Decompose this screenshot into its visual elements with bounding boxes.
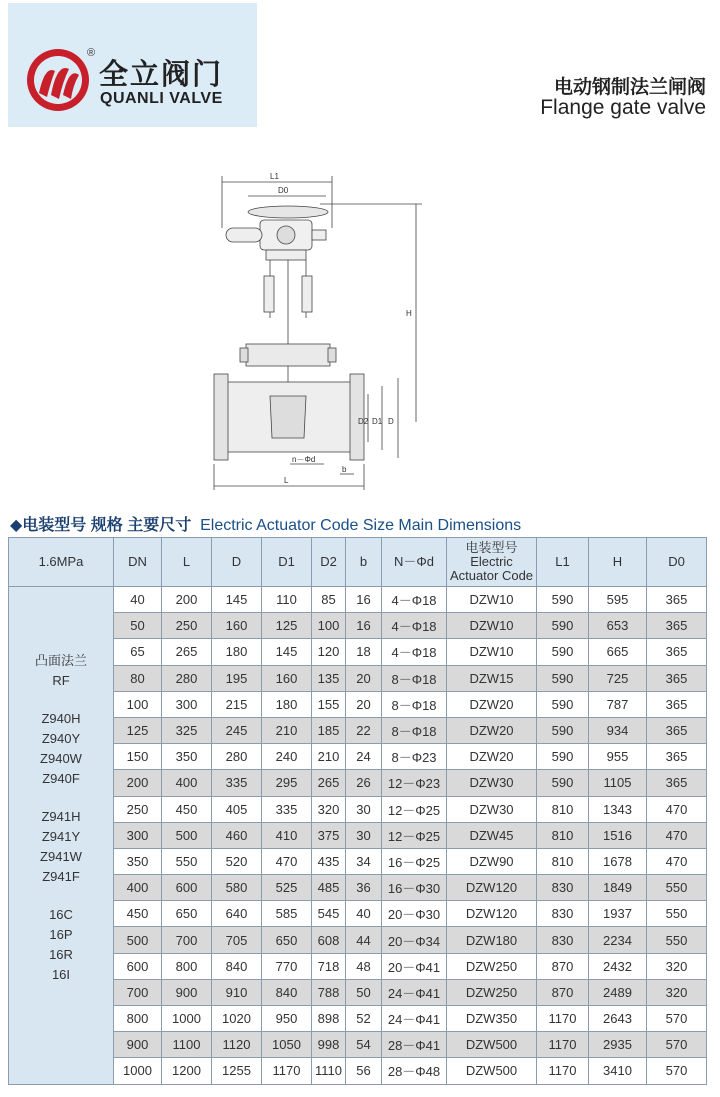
cell-d1: 1170 [262, 1058, 312, 1084]
header-pressure: 1.6MPa [9, 538, 114, 587]
cell-d2: 85 [312, 587, 346, 613]
cell-d1: 950 [262, 1006, 312, 1032]
cell-d2: 100 [312, 613, 346, 639]
cell-dn: 125 [114, 717, 162, 743]
cell-l: 1000 [162, 1006, 212, 1032]
dim-label-d1: D1 [372, 417, 383, 426]
cell-h: 1516 [589, 822, 647, 848]
table-row [9, 613, 707, 639]
cell-h: 955 [589, 744, 647, 770]
material-code: 16I [51, 967, 71, 982]
cell-dn: 50 [114, 613, 162, 639]
model-code: Z940F [42, 771, 80, 786]
cell-code: DZW10 [447, 639, 537, 665]
cell-b: 30 [346, 796, 382, 822]
cell-nd: 4－Φ18 [382, 639, 447, 665]
cell-nd: 8－Φ23 [382, 744, 447, 770]
cell-d: 910 [212, 979, 262, 1005]
cell-d0: 570 [647, 1032, 707, 1058]
cell-d0: 470 [647, 796, 707, 822]
cell-code: DZW10 [447, 613, 537, 639]
table-row [9, 1006, 707, 1032]
table-row [9, 587, 707, 613]
table-row [9, 691, 707, 717]
cell-d1: 525 [262, 875, 312, 901]
product-title-en: Flange gate valve [540, 96, 706, 119]
cell-b: 36 [346, 875, 382, 901]
cell-code: DZW45 [447, 822, 537, 848]
valve-drawing [200, 168, 440, 498]
dim-label-l1: L1 [270, 172, 279, 181]
cell-code: DZW500 [447, 1032, 537, 1058]
table-row [9, 848, 707, 874]
cell-d1: 240 [262, 744, 312, 770]
dimensions-table [8, 537, 707, 1085]
table-row [9, 822, 707, 848]
cell-dn: 900 [114, 1032, 162, 1058]
cell-nd: 24－Φ41 [382, 1006, 447, 1032]
cell-l: 500 [162, 822, 212, 848]
cell-b: 16 [346, 613, 382, 639]
cell-l: 200 [162, 587, 212, 613]
cell-d1: 410 [262, 822, 312, 848]
product-title-cn: 电动钢制法兰闸阀 [553, 77, 706, 98]
cell-d0: 470 [647, 822, 707, 848]
cell-l1: 870 [537, 953, 589, 979]
model-group-cell [9, 587, 114, 1085]
cell-d0: 365 [647, 639, 707, 665]
cell-d1: 585 [262, 901, 312, 927]
dim-label-d2: D2 [358, 417, 369, 426]
model-code: Z941Y [41, 829, 81, 844]
cell-code: DZW20 [447, 717, 537, 743]
cell-l1: 590 [537, 639, 589, 665]
cell-d: 840 [212, 953, 262, 979]
cell-b: 18 [346, 639, 382, 665]
cell-l1: 830 [537, 927, 589, 953]
cell-l: 280 [162, 665, 212, 691]
cell-code: DZW250 [447, 979, 537, 1005]
model-code: Z940W [40, 751, 82, 766]
cell-l1: 810 [537, 796, 589, 822]
cell-nd: 16－Φ30 [382, 875, 447, 901]
face-type-cn: 凸面法兰 [34, 653, 87, 668]
dim-label-d: D [388, 417, 394, 426]
cell-b: 34 [346, 848, 382, 874]
material-code: 16R [49, 947, 73, 962]
table-row [9, 1058, 707, 1084]
model-code: Z941H [41, 809, 81, 824]
cell-d1: 180 [262, 691, 312, 717]
cell-nd: 12－Φ25 [382, 822, 447, 848]
cell-d0: 365 [647, 613, 707, 639]
cell-d: 1020 [212, 1006, 262, 1032]
cell-l1: 590 [537, 613, 589, 639]
cell-h: 2489 [589, 979, 647, 1005]
header-b: b [346, 538, 382, 587]
cell-h: 3410 [589, 1058, 647, 1084]
cell-l: 265 [162, 639, 212, 665]
cell-code: DZW250 [447, 953, 537, 979]
cell-code: DZW180 [447, 927, 537, 953]
section-title-en: Electric Actuator Code Size Main Dimensions [200, 517, 522, 534]
cell-d2: 608 [312, 927, 346, 953]
cell-d1: 145 [262, 639, 312, 665]
cell-h: 665 [589, 639, 647, 665]
brand-name-en: QUANLI VALVE [100, 90, 223, 107]
cell-h: 2432 [589, 953, 647, 979]
cell-b: 30 [346, 822, 382, 848]
cell-d0: 365 [647, 744, 707, 770]
cell-l1: 1170 [537, 1032, 589, 1058]
cell-d0: 320 [647, 979, 707, 1005]
cell-code: DZW500 [447, 1058, 537, 1084]
cell-b: 56 [346, 1058, 382, 1084]
header-h: H [589, 538, 647, 587]
cell-b: 22 [346, 717, 382, 743]
cell-d0: 365 [647, 665, 707, 691]
cell-l: 325 [162, 717, 212, 743]
cell-h: 2234 [589, 927, 647, 953]
cell-l1: 590 [537, 717, 589, 743]
cell-d0: 365 [647, 717, 707, 743]
cell-d0: 365 [647, 770, 707, 796]
cell-d1: 210 [262, 717, 312, 743]
cell-b: 16 [346, 587, 382, 613]
cell-d1: 770 [262, 953, 312, 979]
cell-l: 650 [162, 901, 212, 927]
cell-d1: 1050 [262, 1032, 312, 1058]
cell-b: 20 [346, 665, 382, 691]
cell-d2: 485 [312, 875, 346, 901]
cell-code: DZW120 [447, 875, 537, 901]
cell-code: DZW10 [447, 587, 537, 613]
cell-d2: 320 [312, 796, 346, 822]
cell-l: 550 [162, 848, 212, 874]
cell-d: 145 [212, 587, 262, 613]
header-l: L [162, 538, 212, 587]
cell-d2: 120 [312, 639, 346, 665]
header-nd: N－Φd [382, 538, 447, 587]
cell-nd: 12－Φ25 [382, 796, 447, 822]
table-row [9, 901, 707, 927]
model-code: Z940H [41, 711, 81, 726]
cell-nd: 20－Φ30 [382, 901, 447, 927]
registered-mark: ® [87, 47, 96, 59]
cell-nd: 28－Φ41 [382, 1032, 447, 1058]
cell-l: 1100 [162, 1032, 212, 1058]
cell-d1: 125 [262, 613, 312, 639]
cell-nd: 20－Φ41 [382, 953, 447, 979]
cell-nd: 28－Φ48 [382, 1058, 447, 1084]
cell-d0: 570 [647, 1058, 707, 1084]
table-row [9, 979, 707, 1005]
model-code: Z941W [40, 849, 82, 864]
cell-code: DZW120 [447, 901, 537, 927]
cell-d: 245 [212, 717, 262, 743]
cell-l: 450 [162, 796, 212, 822]
cell-l1: 590 [537, 587, 589, 613]
cell-l: 350 [162, 744, 212, 770]
cell-d1: 335 [262, 796, 312, 822]
cell-b: 26 [346, 770, 382, 796]
face-type-en: RF [52, 673, 70, 688]
table-row [9, 639, 707, 665]
cell-d0: 550 [647, 901, 707, 927]
cell-nd: 12－Φ23 [382, 770, 447, 796]
cell-d: 520 [212, 848, 262, 874]
cell-nd: 8－Φ18 [382, 691, 447, 717]
cell-code: DZW20 [447, 691, 537, 717]
cell-dn: 1000 [114, 1058, 162, 1084]
cell-dn: 150 [114, 744, 162, 770]
header-l1: L1 [537, 538, 589, 587]
header-d: D [212, 538, 262, 587]
cell-l1: 1170 [537, 1058, 589, 1084]
cell-d1: 840 [262, 979, 312, 1005]
cell-dn: 450 [114, 901, 162, 927]
header-d2: D2 [312, 538, 346, 587]
cell-b: 54 [346, 1032, 382, 1058]
cell-dn: 300 [114, 822, 162, 848]
table-row [9, 796, 707, 822]
header-d1: D1 [262, 538, 312, 587]
cell-code: DZW20 [447, 744, 537, 770]
cell-l1: 870 [537, 979, 589, 1005]
cell-nd: 4－Φ18 [382, 613, 447, 639]
cell-h: 1105 [589, 770, 647, 796]
cell-l1: 1170 [537, 1006, 589, 1032]
brand-name-cn: 全立阀门 [99, 59, 224, 91]
cell-dn: 65 [114, 639, 162, 665]
table-row [9, 744, 707, 770]
cell-d: 180 [212, 639, 262, 665]
cell-h: 934 [589, 717, 647, 743]
cell-l1: 810 [537, 822, 589, 848]
cell-h: 2935 [589, 1032, 647, 1058]
cell-l: 900 [162, 979, 212, 1005]
cell-d: 280 [212, 744, 262, 770]
cell-l1: 830 [537, 901, 589, 927]
dim-label-b: b [342, 465, 347, 474]
cell-h: 653 [589, 613, 647, 639]
cell-d: 215 [212, 691, 262, 717]
cell-code: DZW15 [447, 665, 537, 691]
cell-d2: 210 [312, 744, 346, 770]
dim-label-d0: D0 [278, 186, 289, 195]
table-row [9, 927, 707, 953]
table-row [9, 717, 707, 743]
cell-code: DZW30 [447, 770, 537, 796]
cell-b: 24 [346, 744, 382, 770]
cell-dn: 80 [114, 665, 162, 691]
table-row [9, 665, 707, 691]
table-row [9, 1032, 707, 1058]
header-dn: DN [114, 538, 162, 587]
cell-d2: 435 [312, 848, 346, 874]
cell-dn: 600 [114, 953, 162, 979]
cell-b: 20 [346, 691, 382, 717]
cell-d2: 155 [312, 691, 346, 717]
brand-logo-panel [8, 3, 257, 127]
cell-l1: 590 [537, 665, 589, 691]
cell-d0: 550 [647, 875, 707, 901]
cell-dn: 100 [114, 691, 162, 717]
cell-d0: 570 [647, 1006, 707, 1032]
cell-d: 1120 [212, 1032, 262, 1058]
cell-d2: 998 [312, 1032, 346, 1058]
material-code: 16C [49, 907, 73, 922]
cell-d: 580 [212, 875, 262, 901]
cell-dn: 40 [114, 587, 162, 613]
cell-code: DZW90 [447, 848, 537, 874]
cell-dn: 350 [114, 848, 162, 874]
cell-d0: 470 [647, 848, 707, 874]
cell-l: 600 [162, 875, 212, 901]
cell-d: 460 [212, 822, 262, 848]
cell-h: 1343 [589, 796, 647, 822]
cell-h: 2643 [589, 1006, 647, 1032]
cell-b: 52 [346, 1006, 382, 1032]
cell-h: 1937 [589, 901, 647, 927]
cell-b: 48 [346, 953, 382, 979]
cell-nd: 16－Φ25 [382, 848, 447, 874]
table-body [9, 587, 707, 1085]
cell-d2: 265 [312, 770, 346, 796]
cell-code: DZW30 [447, 796, 537, 822]
cell-d0: 365 [647, 691, 707, 717]
dim-label-h: H [406, 309, 412, 318]
cell-d1: 470 [262, 848, 312, 874]
cell-code: DZW350 [447, 1006, 537, 1032]
cell-b: 50 [346, 979, 382, 1005]
cell-dn: 250 [114, 796, 162, 822]
header-d0: D0 [647, 538, 707, 587]
cell-dn: 200 [114, 770, 162, 796]
cell-dn: 400 [114, 875, 162, 901]
table-row [9, 875, 707, 901]
cell-d: 405 [212, 796, 262, 822]
cell-l1: 590 [537, 744, 589, 770]
cell-d2: 135 [312, 665, 346, 691]
cell-d1: 160 [262, 665, 312, 691]
cell-nd: 24－Φ41 [382, 979, 447, 1005]
cell-nd: 8－Φ18 [382, 665, 447, 691]
cell-h: 725 [589, 665, 647, 691]
cell-l: 800 [162, 953, 212, 979]
cell-l1: 590 [537, 691, 589, 717]
cell-dn: 800 [114, 1006, 162, 1032]
cell-d0: 550 [647, 927, 707, 953]
header-actuator-cn: 电装型号 [465, 540, 518, 555]
table-row [9, 953, 707, 979]
cell-l: 1200 [162, 1058, 212, 1084]
cell-l: 400 [162, 770, 212, 796]
cell-d: 160 [212, 613, 262, 639]
cell-d: 705 [212, 927, 262, 953]
cell-l1: 810 [537, 848, 589, 874]
cell-nd: 4－Φ18 [382, 587, 447, 613]
dim-label-l: L [284, 476, 289, 485]
cell-d2: 898 [312, 1006, 346, 1032]
cell-b: 40 [346, 901, 382, 927]
cell-l1: 590 [537, 770, 589, 796]
cell-d2: 545 [312, 901, 346, 927]
cell-h: 1678 [589, 848, 647, 874]
section-title-cn: ◆电装型号 规格 主要尺寸 [10, 517, 192, 534]
model-code: Z940Y [41, 731, 81, 746]
cell-nd: 8－Φ18 [382, 717, 447, 743]
cell-d: 640 [212, 901, 262, 927]
cell-d1: 110 [262, 587, 312, 613]
cell-l: 250 [162, 613, 212, 639]
material-code: 16P [49, 927, 73, 942]
cell-nd: 20－Φ34 [382, 927, 447, 953]
quanli-logo-icon [25, 47, 91, 113]
cell-h: 787 [589, 691, 647, 717]
dim-label-nd: n－Φd [292, 455, 316, 464]
cell-l: 300 [162, 691, 212, 717]
cell-d0: 365 [647, 587, 707, 613]
header-actuator-en2: Actuator Code [449, 568, 534, 583]
cell-d: 1255 [212, 1058, 262, 1084]
table-header-row [9, 538, 707, 587]
cell-d2: 718 [312, 953, 346, 979]
cell-d0: 320 [647, 953, 707, 979]
cell-d2: 1110 [312, 1058, 346, 1084]
cell-d1: 650 [262, 927, 312, 953]
cell-d2: 185 [312, 717, 346, 743]
header-actuator-code [447, 538, 537, 587]
cell-d: 195 [212, 665, 262, 691]
cell-h: 595 [589, 587, 647, 613]
cell-h: 1849 [589, 875, 647, 901]
section-heading [10, 512, 521, 535]
model-code: Z941F [42, 869, 80, 884]
cell-l: 700 [162, 927, 212, 953]
cell-dn: 700 [114, 979, 162, 1005]
table-row [9, 770, 707, 796]
cell-d2: 788 [312, 979, 346, 1005]
cell-dn: 500 [114, 927, 162, 953]
cell-d: 335 [212, 770, 262, 796]
header-actuator-en1: Electric [470, 554, 513, 569]
cell-l1: 830 [537, 875, 589, 901]
cell-d1: 295 [262, 770, 312, 796]
cell-b: 44 [346, 927, 382, 953]
cell-d2: 375 [312, 822, 346, 848]
